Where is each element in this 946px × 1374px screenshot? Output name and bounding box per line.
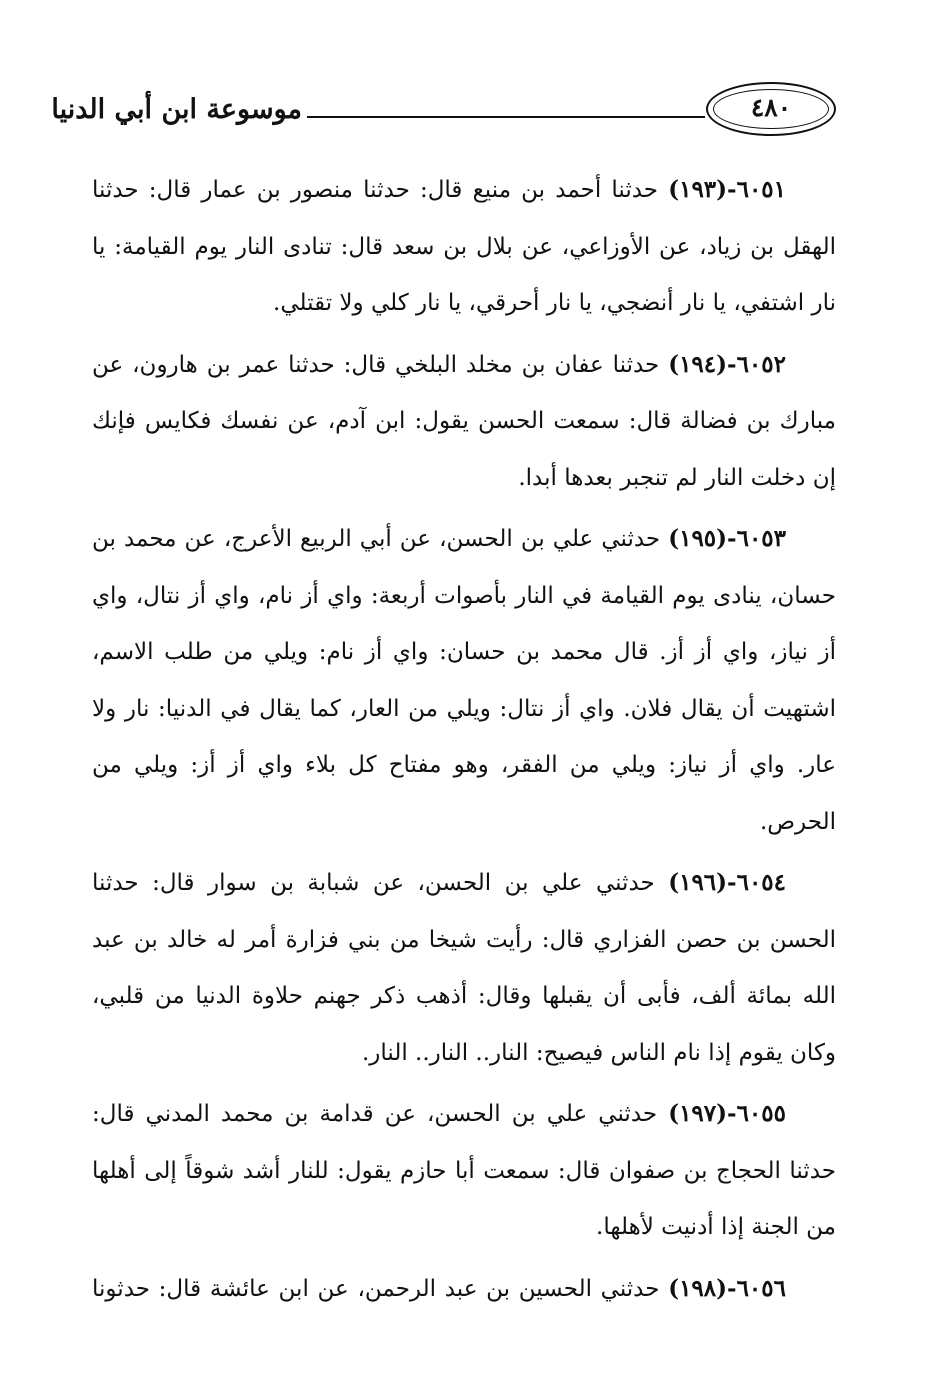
hadith-paragraph <box>92 1086 836 1256</box>
hadith-text: حدثني علي بن الحسن، عن أبي الربيع الأعرج، عن محمد بن حسان، ينادى يوم القيامة في النار بأصوات أربعة: واي أز نام، واي أز نتال، واي أز نياز، واي أز أز. قال محمد بن حسان: واي أز نام: ويلي من طلب الاسم، اشتهيت أن يقال فلان. واي أز نتال: ويلي من العار، كما يقال في الدنيا: نار ولا عار. واي أز نياز: ويلي من الفقر، وهو مفتاح كل بلاء واي أز أز: ويلي من الحرص. <box>92 526 836 835</box>
hadith-text: حدثني علي بن الحسن، عن قدامة بن محمد المدني قال: حدثنا الحجاج بن صفوان قال: سمعت أبا حازم يقول: للنار أشد شوقاً إلى أهلها من الجنة إذا أدنيت لأهلها. <box>92 1101 836 1240</box>
hadith-number: ٦٠٥٣ <box>736 525 787 552</box>
hadith-reference: -(١٩٦) <box>668 869 737 896</box>
hadith-reference: -(١٩٨) <box>668 1274 737 1302</box>
hadith-number: ٦٠٥٢ <box>736 350 786 378</box>
page-number-badge <box>706 82 836 136</box>
hadith-paragraph <box>92 337 836 507</box>
hadith-text: حدثنا عفان بن مخلد البلخي قال: حدثنا عمر بن هارون، عن مبارك بن فضالة قال: سمعت الحسن يقول: ابن آدم، عن نفسك فكايس فإنك إن دخلت النار لم تنجبر بعدها أبدا. <box>92 351 836 491</box>
header-rule <box>307 116 705 118</box>
hadith-text: حدثني علي بن الحسن، عن شبابة بن سوار قال: حدثنا الحسن بن حصن الفزاري قال: رأيت شيخا من بني فزارة أمر له خالد بن عبد الله بمائة ألف، فأبى أن يقبلها وقال: أذهب ذكر جهنم حلاوة الدنيا من قلبي، وكان يقوم إذا نام الناس فيصيح: النار.. النار.. النار. <box>92 870 836 1066</box>
hadith-paragraph <box>92 1261 836 1318</box>
hadith-paragraph <box>92 511 836 850</box>
hadith-number: ٦٠٥٦ <box>736 1274 786 1302</box>
hadith-reference: -(١٩٥) <box>668 525 737 552</box>
hadith-reference: -(١٩٤) <box>668 350 737 378</box>
hadith-number: ٦٠٥٥ <box>736 1100 786 1127</box>
hadith-text: حدثني الحسين بن عبد الرحمن، عن ابن عائشة قال: حدثونا <box>92 1275 660 1302</box>
hadith-paragraph <box>92 855 836 1081</box>
running-header <box>51 82 836 146</box>
hadith-reference: -(١٩٧) <box>668 1100 737 1127</box>
hadith-paragraph <box>92 162 836 332</box>
book-title: موسوعة ابن أبي الدنيا <box>51 94 302 125</box>
page-body <box>92 162 836 1322</box>
hadith-reference: -(١٩٣) <box>668 176 737 203</box>
hadith-number: ٦٠٥١ <box>736 176 787 203</box>
hadith-text: حدثنا أحمد بن منيع قال: حدثنا منصور بن عمار قال: حدثنا الهقل بن زياد، عن الأوزاعي، عن بلال بن سعد قال: تنادى النار يوم القيامة: يا نار اشتفي، يا نار أنضجي، يا نار أحرقي، يا نار كلي ولا تقتلي. <box>92 177 836 316</box>
page-number: ٤٨٠ <box>750 93 792 122</box>
hadith-number: ٦٠٥٤ <box>736 869 787 896</box>
